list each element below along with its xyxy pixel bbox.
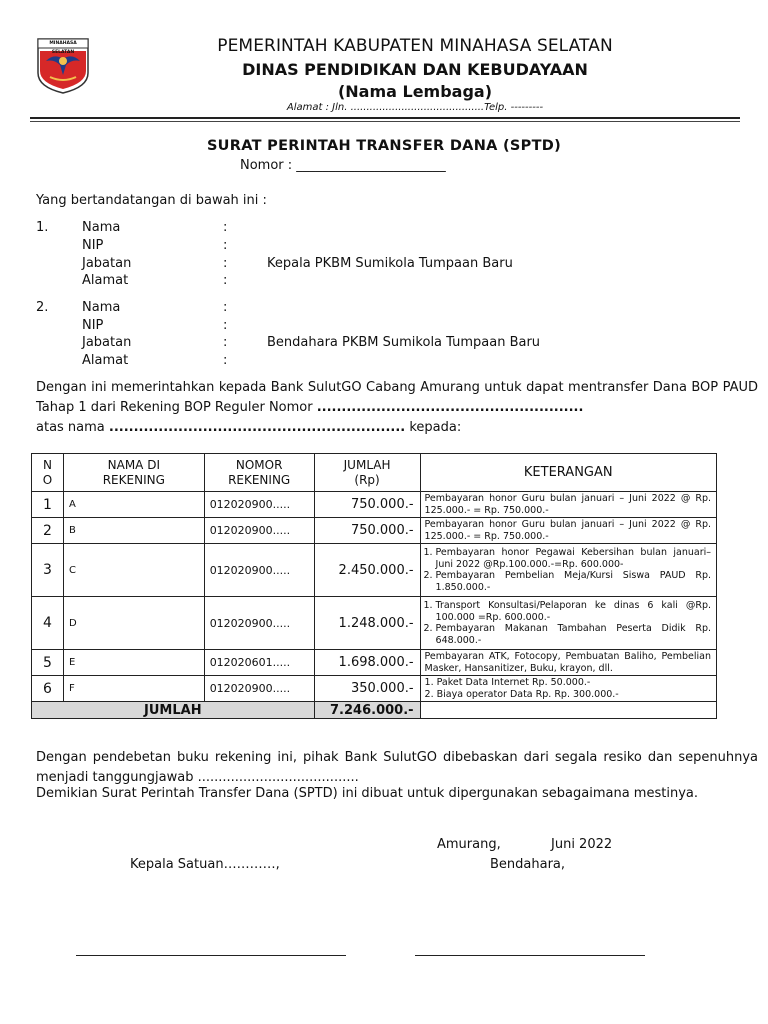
header-nomor-rekening: NOMOR REKENING [204, 454, 314, 492]
row-account-number: 012020900..... [204, 492, 314, 518]
table-header-row [32, 454, 717, 492]
signer-2-position: Bendahara PKBM Sumikola Tumpaan Baru [267, 335, 541, 350]
description-item: 2. Pembayaran Pembelian Meja/Kursi Siswa PAUD Rp. 1.850.000.- [436, 570, 711, 593]
row-account-name: F [63, 676, 204, 702]
table-row [32, 650, 717, 676]
header-jumlah: JUMLAH (Rp) [314, 454, 420, 492]
row-account-name: C [63, 544, 204, 597]
row-no: 6 [32, 676, 64, 702]
row-description: Pembayaran honor Guru bulan januari – Juni 2022 @ Rp. 125.000.- = Rp. 750.000.- [420, 492, 716, 518]
signature-line-right [415, 955, 645, 956]
field-label-nip: NIP [82, 318, 104, 333]
colon: : [223, 220, 228, 235]
colon: : [223, 300, 228, 315]
header-divider-thin [30, 121, 740, 122]
instruction-end: kepada: [405, 420, 462, 435]
signer-1-position: Kepala PKBM Sumikola Tumpaan Baru [267, 256, 513, 271]
row-account-name: D [63, 597, 204, 650]
table-row [32, 518, 717, 544]
regency-logo [36, 37, 90, 95]
row-amount: 750.000.- [314, 492, 420, 518]
description-item: 1. Paket Data Internet Rp. 50.000.- [424, 677, 591, 688]
document-number: Nomor : _______________________ [240, 158, 446, 173]
row-account-number: 012020900..... [204, 676, 314, 702]
header-keterangan: KETERANGAN [420, 454, 716, 492]
row-no: 4 [32, 597, 64, 650]
row-no: 3 [32, 544, 64, 597]
total-label: JUMLAH [32, 702, 315, 719]
row-account-number: 012020900..... [204, 597, 314, 650]
field-label-nama: Nama [82, 220, 121, 235]
row-amount: 2.450.000.- [314, 544, 420, 597]
sign-date: Juni 2022 [551, 837, 613, 852]
total-blank-cell [420, 702, 716, 719]
colon: : [223, 256, 228, 271]
field-label-nama: Nama [82, 300, 121, 315]
row-description [420, 676, 716, 702]
row-account-name: A [63, 492, 204, 518]
field-label-jabatan: Jabatan [82, 335, 132, 350]
description-item: 2. Pembayaran Makanan Tambahan Peserta Didik Rp. 648.000.- [436, 623, 711, 646]
row-account-number: 012020900..... [204, 544, 314, 597]
colon: : [223, 353, 228, 368]
intro-text: Yang bertandatangan di bawah ini : [36, 193, 267, 208]
description-item: 2. Biaya operator Data Rp. Rp. 300.000.- [424, 688, 619, 700]
table-row [32, 492, 717, 518]
colon: : [223, 335, 228, 350]
row-amount: 1.248.000.- [314, 597, 420, 650]
colon: : [223, 238, 228, 253]
total-amount: 7.246.000.- [314, 702, 420, 719]
row-no: 1 [32, 492, 64, 518]
signer-number: 2. [36, 300, 49, 315]
colon: : [223, 318, 228, 333]
instruction-atas-nama: atas nama [36, 420, 109, 435]
table-row [32, 544, 717, 597]
row-description: Pembayaran honor Guru bulan januari – Juni 2022 @ Rp. 125.000.- = Rp. 750.000.- [420, 518, 716, 544]
row-account-number: 012020900..... [204, 518, 314, 544]
header-address: Alamat : Jln. ..........................................Telp. --------- [286, 102, 544, 113]
description-item: 1. Pembayaran honor Pegawai Kebersihan bulan januari–Juni 2022 @Rp.100.000.-=Rp. 600.000- [436, 547, 711, 570]
row-description [420, 597, 716, 650]
liability-statement: Dengan pendebetan buku rekening ini, pihak Bank SulutGO dibebaskan dari segala resiko dan sepenuhnya menjadi tanggungjawab ....................................... [36, 750, 758, 785]
signature-line-left [76, 955, 346, 956]
colon: : [223, 273, 228, 288]
row-description: Pembayaran ATK, Fotocopy, Pembuatan Baliho, Pembelian Masker, Hansanitizer, Buku, krayon, dll. [420, 650, 716, 676]
row-no: 5 [32, 650, 64, 676]
transfer-table [31, 453, 717, 719]
header-nama-rekening: NAMA DI REKENING [63, 454, 204, 492]
field-label-nip: NIP [82, 238, 104, 253]
table-row [32, 597, 717, 650]
table-row [32, 676, 717, 702]
field-label-alamat: Alamat [82, 273, 129, 288]
header-government: PEMERINTAH KABUPATEN MINAHASA SELATAN [217, 36, 613, 56]
field-label-alamat: Alamat [82, 353, 129, 368]
account-name-dots: ............................................................ [108, 420, 406, 435]
account-number-dots: ...................................................... [316, 400, 584, 415]
document-title: SURAT PERINTAH TRANSFER DANA (SPTD) [206, 138, 562, 154]
signatory-head: Kepala Satuan…………, [130, 857, 280, 872]
row-description [420, 544, 716, 597]
header-divider [30, 117, 740, 119]
row-no: 2 [32, 518, 64, 544]
row-amount: 1.698.000.- [314, 650, 420, 676]
instruction-text: Dengan ini memerintahkan kepada Bank SulutGO Cabang Amurang untuk dapat mentransfer Dana BOP PAUD Tahap 1 dari Rekening BOP Reguler Nomor [36, 380, 758, 415]
table-total-row [32, 702, 717, 719]
row-account-number: 012020601..... [204, 650, 314, 676]
row-amount: 750.000.- [314, 518, 420, 544]
description-item: 1. Transport Konsultasi/Pelaporan ke dinas 6 kali @Rp. 100.000 =Rp. 600.000.- [436, 600, 711, 623]
closing-statement: Demikian Surat Perintah Transfer Dana (SPTD) ini dibuat untuk dipergunakan sebagaimana mestinya. [36, 786, 698, 801]
logo-text: MINAHASA SELATAN [49, 41, 77, 55]
transfer-instruction [36, 378, 758, 438]
row-amount: 350.000.- [314, 676, 420, 702]
sign-place: Amurang, [437, 837, 501, 852]
signatory-treasurer: Bendahara, [490, 857, 566, 872]
row-account-name: B [63, 518, 204, 544]
header-institution: (Nama Lembaga) [337, 82, 493, 101]
header-no: N O [32, 454, 64, 492]
field-label-jabatan: Jabatan [82, 256, 132, 271]
signer-number: 1. [36, 220, 49, 235]
row-account-name: E [63, 650, 204, 676]
header-department: DINAS PENDIDIKAN DAN KEBUDAYAAN [242, 60, 588, 79]
